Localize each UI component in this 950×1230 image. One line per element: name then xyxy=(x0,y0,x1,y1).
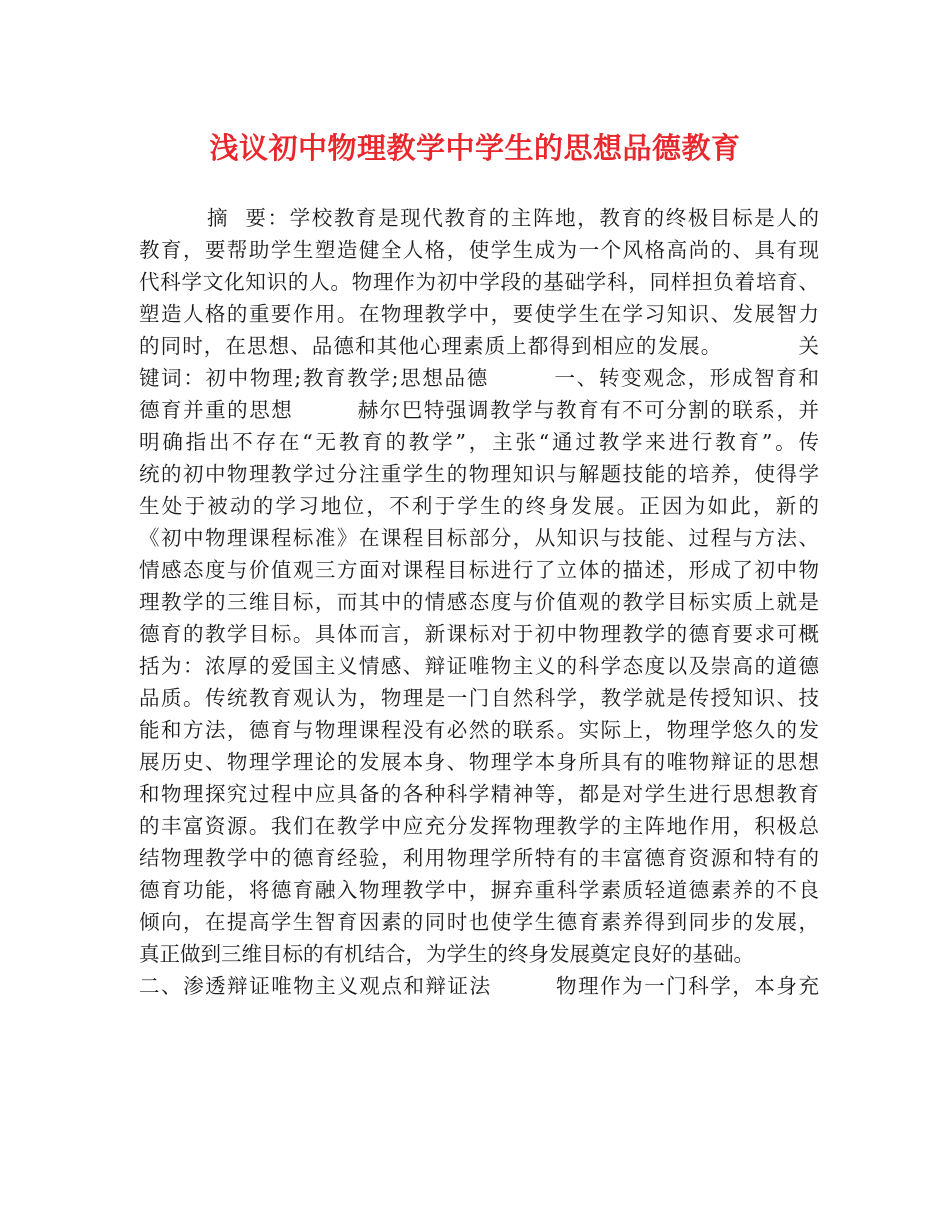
body-line: 理教学的三维目标，而其中的情感态度与价值观的教学目标实质上就是 xyxy=(139,590,819,614)
body-line: 真正做到三维目标的有机结合，为学生的终身发展奠定良好的基础。 xyxy=(139,942,754,966)
body-line: 品质。传统教育观认为，物理是一门自然科学，教学就是传授知识、技 xyxy=(139,686,819,710)
body-line: 明确指出不存在“无教育的教学”，主张“通过教学来进行教育”。传 xyxy=(139,430,819,454)
body-line: 展历史、物理学理论的发展本身、物理学本身所具有的唯物辩证的思想 xyxy=(139,750,819,774)
body-line: 代科学文化知识的人。物理作为初中学段的基础学科，同样担负着培育、 xyxy=(139,270,819,294)
body-line: 情感态度与价值观三方面对课程目标进行了立体的描述，形成了初中物 xyxy=(139,558,819,582)
body-line: 生处于被动的学习地位，不利于学生的终身发展。正因为如此，新的 xyxy=(139,494,819,518)
body-line: 塑造人格的重要作用。在物理教学中，要使学生在学习知识、发展智力 xyxy=(139,302,819,326)
body-line: 统的初中物理教学过分注重学生的物理知识与解题技能的培养，使得学 xyxy=(139,462,819,486)
body-line: 键词：初中物理;教育教学;思想品德 一、转变观念，形成智育和 xyxy=(139,366,819,390)
body-line: 摘 要：学校教育是现代教育的主阵地，教育的终极目标是人的 xyxy=(207,206,819,230)
body-line: 《初中物理课程标准》在课程目标部分，从知识与技能、过程与方法、 xyxy=(139,526,819,550)
body-line: 的丰富资源。我们在教学中应充分发挥物理教学的主阵地作用，积极总 xyxy=(139,814,819,838)
body-line: 能和方法，德育与物理课程没有必然的联系。实际上，物理学悠久的发 xyxy=(139,718,819,742)
document-body xyxy=(139,202,819,1002)
body-line: 德育并重的思想 赫尔巴特强调教学与教育有不可分割的联系，并 xyxy=(139,398,819,422)
body-line: 的同时，在思想、品德和其他心理素质上都得到相应的发展。 关 xyxy=(139,334,819,358)
body-line: 倾向，在提高学生智育因素的同时也使学生德育素养得到同步的发展， xyxy=(139,910,819,934)
body-line: 教育，要帮助学生塑造健全人格，使学生成为一个风格高尚的、具有现 xyxy=(139,238,819,262)
body-line: 括为：浓厚的爱国主义情感、辩证唯物主义的科学态度以及崇高的道德 xyxy=(139,654,819,678)
document-title: 浅议初中物理教学中学生的思想品德教育 xyxy=(209,131,741,165)
body-line: 德育功能，将德育融入物理教学中，摒弃重科学素质轻道德素养的不良 xyxy=(139,878,819,902)
body-line: 和物理探究过程中应具备的各种科学精神等，都是对学生进行思想教育 xyxy=(139,782,819,806)
body-line: 二、渗透辩证唯物主义观点和辩证法 物理作为一门科学，本身充 xyxy=(139,974,819,998)
body-line: 德育的教学目标。具体而言，新课标对于初中物理教学的德育要求可概 xyxy=(139,622,819,646)
body-line: 结物理教学中的德育经验，利用物理学所特有的丰富德育资源和特有的 xyxy=(139,846,819,870)
